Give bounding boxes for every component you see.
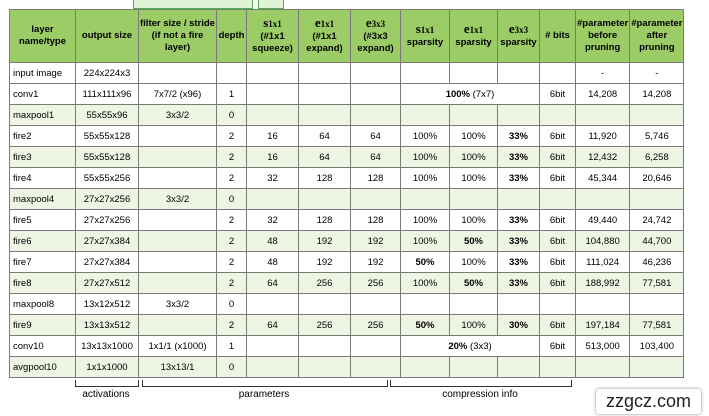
cell-s1 xyxy=(247,84,299,105)
cell-e3: 64 xyxy=(351,126,401,147)
cell-layer: conv1 xyxy=(10,84,76,105)
table-row xyxy=(10,357,684,378)
cell-spe1: 100% xyxy=(450,210,498,231)
cell-e1 xyxy=(299,63,351,84)
cell-e1: 256 xyxy=(299,273,351,294)
cell-before: 111,024 xyxy=(576,252,630,273)
cell-filter: 3x3/2 xyxy=(139,294,217,315)
cell-out: 27x27x256 xyxy=(76,210,139,231)
cell-spe3: 33% xyxy=(498,231,540,252)
cell-bits xyxy=(540,63,576,84)
cell-s1 xyxy=(247,105,299,126)
cell-sparsity-span xyxy=(401,84,540,105)
cell-before: 197,184 xyxy=(576,315,630,336)
cell-bits: 6bit xyxy=(540,231,576,252)
cell-e3: 128 xyxy=(351,168,401,189)
cell-spe3 xyxy=(498,105,540,126)
cell-layer: conv10 xyxy=(10,336,76,357)
cell-filter xyxy=(139,210,217,231)
cell-e1: 64 xyxy=(299,147,351,168)
cell-after xyxy=(630,189,684,210)
cell-e1: 256 xyxy=(299,315,351,336)
cell-sps xyxy=(401,294,450,315)
cell-filter xyxy=(139,273,217,294)
cell-e3 xyxy=(351,105,401,126)
cell-s1 xyxy=(247,63,299,84)
cell-e3 xyxy=(351,189,401,210)
cell-spe3: 33% xyxy=(498,252,540,273)
cell-out: 27x27x384 xyxy=(76,231,139,252)
cell-filter: 1x1/1 (x1000) xyxy=(139,336,217,357)
cell-before: 49,440 xyxy=(576,210,630,231)
cell-spe1: 50% xyxy=(450,231,498,252)
cell-sps: 100% xyxy=(401,231,450,252)
cell-out: 13x12x512 xyxy=(76,294,139,315)
cell-e1: 128 xyxy=(299,210,351,231)
cell-bits xyxy=(540,294,576,315)
cell-layer: fire7 xyxy=(10,252,76,273)
cell-after xyxy=(630,105,684,126)
cell-layer: fire3 xyxy=(10,147,76,168)
cell-e1 xyxy=(299,189,351,210)
cell-e3 xyxy=(351,357,401,378)
cell-before: 188,992 xyxy=(576,273,630,294)
cell-e1: 192 xyxy=(299,252,351,273)
cell-depth: 2 xyxy=(217,126,247,147)
cell-e1 xyxy=(299,294,351,315)
cell-depth: 0 xyxy=(217,189,247,210)
cell-e3: 192 xyxy=(351,252,401,273)
cell-spe1 xyxy=(450,105,498,126)
cell-sps: 100% xyxy=(401,210,450,231)
cell-before xyxy=(576,105,630,126)
header-e1x1: e1x1 (#1x1 expand) xyxy=(299,10,351,63)
cell-s1: 16 xyxy=(247,147,299,168)
cell-bits: 6bit xyxy=(540,210,576,231)
cell-bits: 6bit xyxy=(540,126,576,147)
table-body xyxy=(10,63,684,378)
cell-sps xyxy=(401,105,450,126)
table-row xyxy=(10,231,684,252)
cell-layer: avgpool10 xyxy=(10,357,76,378)
cell-bits: 6bit xyxy=(540,147,576,168)
cell-out: 55x55x96 xyxy=(76,105,139,126)
cell-layer: fire5 xyxy=(10,210,76,231)
cell-after xyxy=(630,357,684,378)
cell-depth: 2 xyxy=(217,231,247,252)
cell-bits: 6bit xyxy=(540,168,576,189)
header-filter: filter size / stride (if not a fire layer) xyxy=(139,10,217,63)
cell-layer: input image xyxy=(10,63,76,84)
cell-layer: fire2 xyxy=(10,126,76,147)
cell-s1: 32 xyxy=(247,168,299,189)
cell-s1: 48 xyxy=(247,231,299,252)
header-sparsity-e1x1: e1x1 sparsity xyxy=(450,10,498,63)
cell-filter: 7x7/2 (x96) xyxy=(139,84,217,105)
table-row xyxy=(10,252,684,273)
cell-spe3: 30% xyxy=(498,315,540,336)
cell-e3 xyxy=(351,294,401,315)
cell-sps: 100% xyxy=(401,168,450,189)
cell-depth: 1 xyxy=(217,336,247,357)
cell-after: 20,646 xyxy=(630,168,684,189)
cell-e1 xyxy=(299,84,351,105)
cell-before: 104,880 xyxy=(576,231,630,252)
cell-filter xyxy=(139,168,217,189)
cell-spe3: 33% xyxy=(498,147,540,168)
cell-spe3: 33% xyxy=(498,126,540,147)
compression-label: compression info xyxy=(442,389,518,400)
top-strip xyxy=(0,0,709,9)
cell-sps: 100% xyxy=(401,273,450,294)
header-sparsity-s1x1: s1x1 sparsity xyxy=(401,10,450,63)
cell-s1: 64 xyxy=(247,273,299,294)
cell-before: 12,432 xyxy=(576,147,630,168)
table-row xyxy=(10,315,684,336)
header-output-size: output size xyxy=(76,10,139,63)
cell-before: 14,208 xyxy=(576,84,630,105)
cell-spe1: 100% xyxy=(450,147,498,168)
table-row xyxy=(10,63,684,84)
cell-layer: maxpool1 xyxy=(10,105,76,126)
sparsity-value: 20% xyxy=(448,340,468,352)
cell-s1 xyxy=(247,294,299,315)
cell-after: 103,400 xyxy=(630,336,684,357)
cell-sps: 100% xyxy=(401,126,450,147)
cell-e1 xyxy=(299,357,351,378)
cell-bits xyxy=(540,189,576,210)
cell-layer: maxpool4 xyxy=(10,189,76,210)
cell-filter xyxy=(139,126,217,147)
cell-s1: 48 xyxy=(247,252,299,273)
header-sparsity-e3x3: e3x3 sparsity xyxy=(498,10,540,63)
cell-depth: 2 xyxy=(217,210,247,231)
cell-after: 24,742 xyxy=(630,210,684,231)
cell-out: 55x55x128 xyxy=(76,147,139,168)
cell-sps xyxy=(401,63,450,84)
compression-bracket xyxy=(390,380,572,387)
highlight-box xyxy=(258,0,284,9)
cell-before xyxy=(576,357,630,378)
parameters-label: parameters xyxy=(238,389,290,400)
cell-spe1: 100% xyxy=(450,168,498,189)
cell-filter xyxy=(139,231,217,252)
cell-out: 1x1x1000 xyxy=(76,357,139,378)
cell-e3: 256 xyxy=(351,315,401,336)
architecture-table xyxy=(9,9,684,378)
cell-e3: 128 xyxy=(351,210,401,231)
cell-after: 6,258 xyxy=(630,147,684,168)
cell-filter: 13x13/1 xyxy=(139,357,217,378)
cell-before: 45,344 xyxy=(576,168,630,189)
cell-bits: 6bit xyxy=(540,315,576,336)
cell-spe3 xyxy=(498,294,540,315)
cell-s1: 32 xyxy=(247,210,299,231)
table-row xyxy=(10,126,684,147)
table-row xyxy=(10,147,684,168)
cell-sps xyxy=(401,357,450,378)
table-row xyxy=(10,168,684,189)
cell-after: 14,208 xyxy=(630,84,684,105)
cell-e3 xyxy=(351,63,401,84)
activations-label: activations xyxy=(82,389,130,400)
cell-after: - xyxy=(630,63,684,84)
parameters-bracket xyxy=(142,380,388,387)
header-s1x1: s1x1 (#1x1 squeeze) xyxy=(247,10,299,63)
highlight-box xyxy=(133,0,253,9)
cell-depth: 0 xyxy=(217,357,247,378)
table-row xyxy=(10,210,684,231)
cell-before: 513,000 xyxy=(576,336,630,357)
table-row xyxy=(10,273,684,294)
cell-depth: 2 xyxy=(217,315,247,336)
cell-out: 27x27x512 xyxy=(76,273,139,294)
cell-bits xyxy=(540,357,576,378)
header-layer: layer name/type xyxy=(10,10,76,63)
cell-e3: 64 xyxy=(351,147,401,168)
cell-depth: 0 xyxy=(217,105,247,126)
cell-spe3 xyxy=(498,189,540,210)
cell-before xyxy=(576,294,630,315)
cell-depth: 2 xyxy=(217,252,247,273)
cell-layer: fire8 xyxy=(10,273,76,294)
cell-s1 xyxy=(247,189,299,210)
cell-filter xyxy=(139,315,217,336)
cell-layer: fire9 xyxy=(10,315,76,336)
cell-spe1: 50% xyxy=(450,273,498,294)
sparsity-kernel: (7x7) xyxy=(470,88,495,100)
cell-bits xyxy=(540,105,576,126)
cell-spe3 xyxy=(498,63,540,84)
table-row xyxy=(10,336,684,357)
sparsity-value: 100% xyxy=(445,88,470,100)
cell-spe1 xyxy=(450,294,498,315)
cell-spe1: 100% xyxy=(450,252,498,273)
cell-layer: fire4 xyxy=(10,168,76,189)
cell-filter xyxy=(139,63,217,84)
cell-filter: 3x3/2 xyxy=(139,189,217,210)
header-params-before: #parameter before pruning xyxy=(576,10,630,63)
cell-sparsity-span xyxy=(401,336,540,357)
cell-depth: 1 xyxy=(217,84,247,105)
header-e3x3: e3x3 (#3x3 expand) xyxy=(351,10,401,63)
cell-after: 5,746 xyxy=(630,126,684,147)
cell-e1 xyxy=(299,105,351,126)
sparsity-kernel: (3x3) xyxy=(467,340,492,352)
cell-s1: 16 xyxy=(247,126,299,147)
cell-spe1: 100% xyxy=(450,126,498,147)
cell-bits: 6bit xyxy=(540,84,576,105)
cell-layer: fire6 xyxy=(10,231,76,252)
cell-before: - xyxy=(576,63,630,84)
cell-e1: 128 xyxy=(299,168,351,189)
cell-s1 xyxy=(247,336,299,357)
cell-out: 13x13x512 xyxy=(76,315,139,336)
cell-spe1 xyxy=(450,63,498,84)
cell-bits: 6bit xyxy=(540,336,576,357)
cell-e3 xyxy=(351,84,401,105)
cell-depth: 2 xyxy=(217,273,247,294)
cell-filter xyxy=(139,252,217,273)
header-bits: # bits xyxy=(540,10,576,63)
cell-out: 13x13x1000 xyxy=(76,336,139,357)
cell-out: 224x224x3 xyxy=(76,63,139,84)
cell-s1 xyxy=(247,357,299,378)
cell-out: 55x55x256 xyxy=(76,168,139,189)
cell-depth: 2 xyxy=(217,168,247,189)
cell-e3: 192 xyxy=(351,231,401,252)
cell-e1 xyxy=(299,336,351,357)
cell-before xyxy=(576,189,630,210)
cell-after xyxy=(630,294,684,315)
cell-spe3: 33% xyxy=(498,168,540,189)
header-params-after: #parameter after pruning xyxy=(630,10,684,63)
cell-spe3 xyxy=(498,357,540,378)
cell-e1: 192 xyxy=(299,231,351,252)
cell-filter xyxy=(139,147,217,168)
cell-spe1 xyxy=(450,357,498,378)
cell-after: 77,581 xyxy=(630,273,684,294)
table-row xyxy=(10,105,684,126)
cell-e3 xyxy=(351,336,401,357)
cell-depth: 0 xyxy=(217,294,247,315)
cell-out: 111x111x96 xyxy=(76,84,139,105)
cell-out: 27x27x384 xyxy=(76,252,139,273)
cell-filter: 3x3/2 xyxy=(139,105,217,126)
watermark: zzgcz.com xyxy=(596,389,701,414)
cell-layer: maxpool8 xyxy=(10,294,76,315)
header-depth: depth xyxy=(217,10,247,63)
cell-e1: 64 xyxy=(299,126,351,147)
cell-out: 55x55x128 xyxy=(76,126,139,147)
activations-bracket xyxy=(75,380,139,387)
cell-e3: 256 xyxy=(351,273,401,294)
table-row xyxy=(10,84,684,105)
cell-after: 46,236 xyxy=(630,252,684,273)
cell-before: 11,920 xyxy=(576,126,630,147)
cell-depth xyxy=(217,63,247,84)
cell-spe1: 100% xyxy=(450,315,498,336)
cell-sps: 50% xyxy=(401,252,450,273)
cell-after: 44,700 xyxy=(630,231,684,252)
cell-sps: 100% xyxy=(401,147,450,168)
cell-after: 77,581 xyxy=(630,315,684,336)
cell-out: 27x27x256 xyxy=(76,189,139,210)
cell-depth: 2 xyxy=(217,147,247,168)
cell-s1: 64 xyxy=(247,315,299,336)
cell-spe3: 33% xyxy=(498,273,540,294)
cell-sps xyxy=(401,189,450,210)
table-row xyxy=(10,294,684,315)
table-row xyxy=(10,189,684,210)
cell-bits: 6bit xyxy=(540,273,576,294)
cell-sps: 50% xyxy=(401,315,450,336)
header-row xyxy=(10,10,684,63)
cell-bits: 6bit xyxy=(540,252,576,273)
cell-spe3: 33% xyxy=(498,210,540,231)
cell-spe1 xyxy=(450,189,498,210)
